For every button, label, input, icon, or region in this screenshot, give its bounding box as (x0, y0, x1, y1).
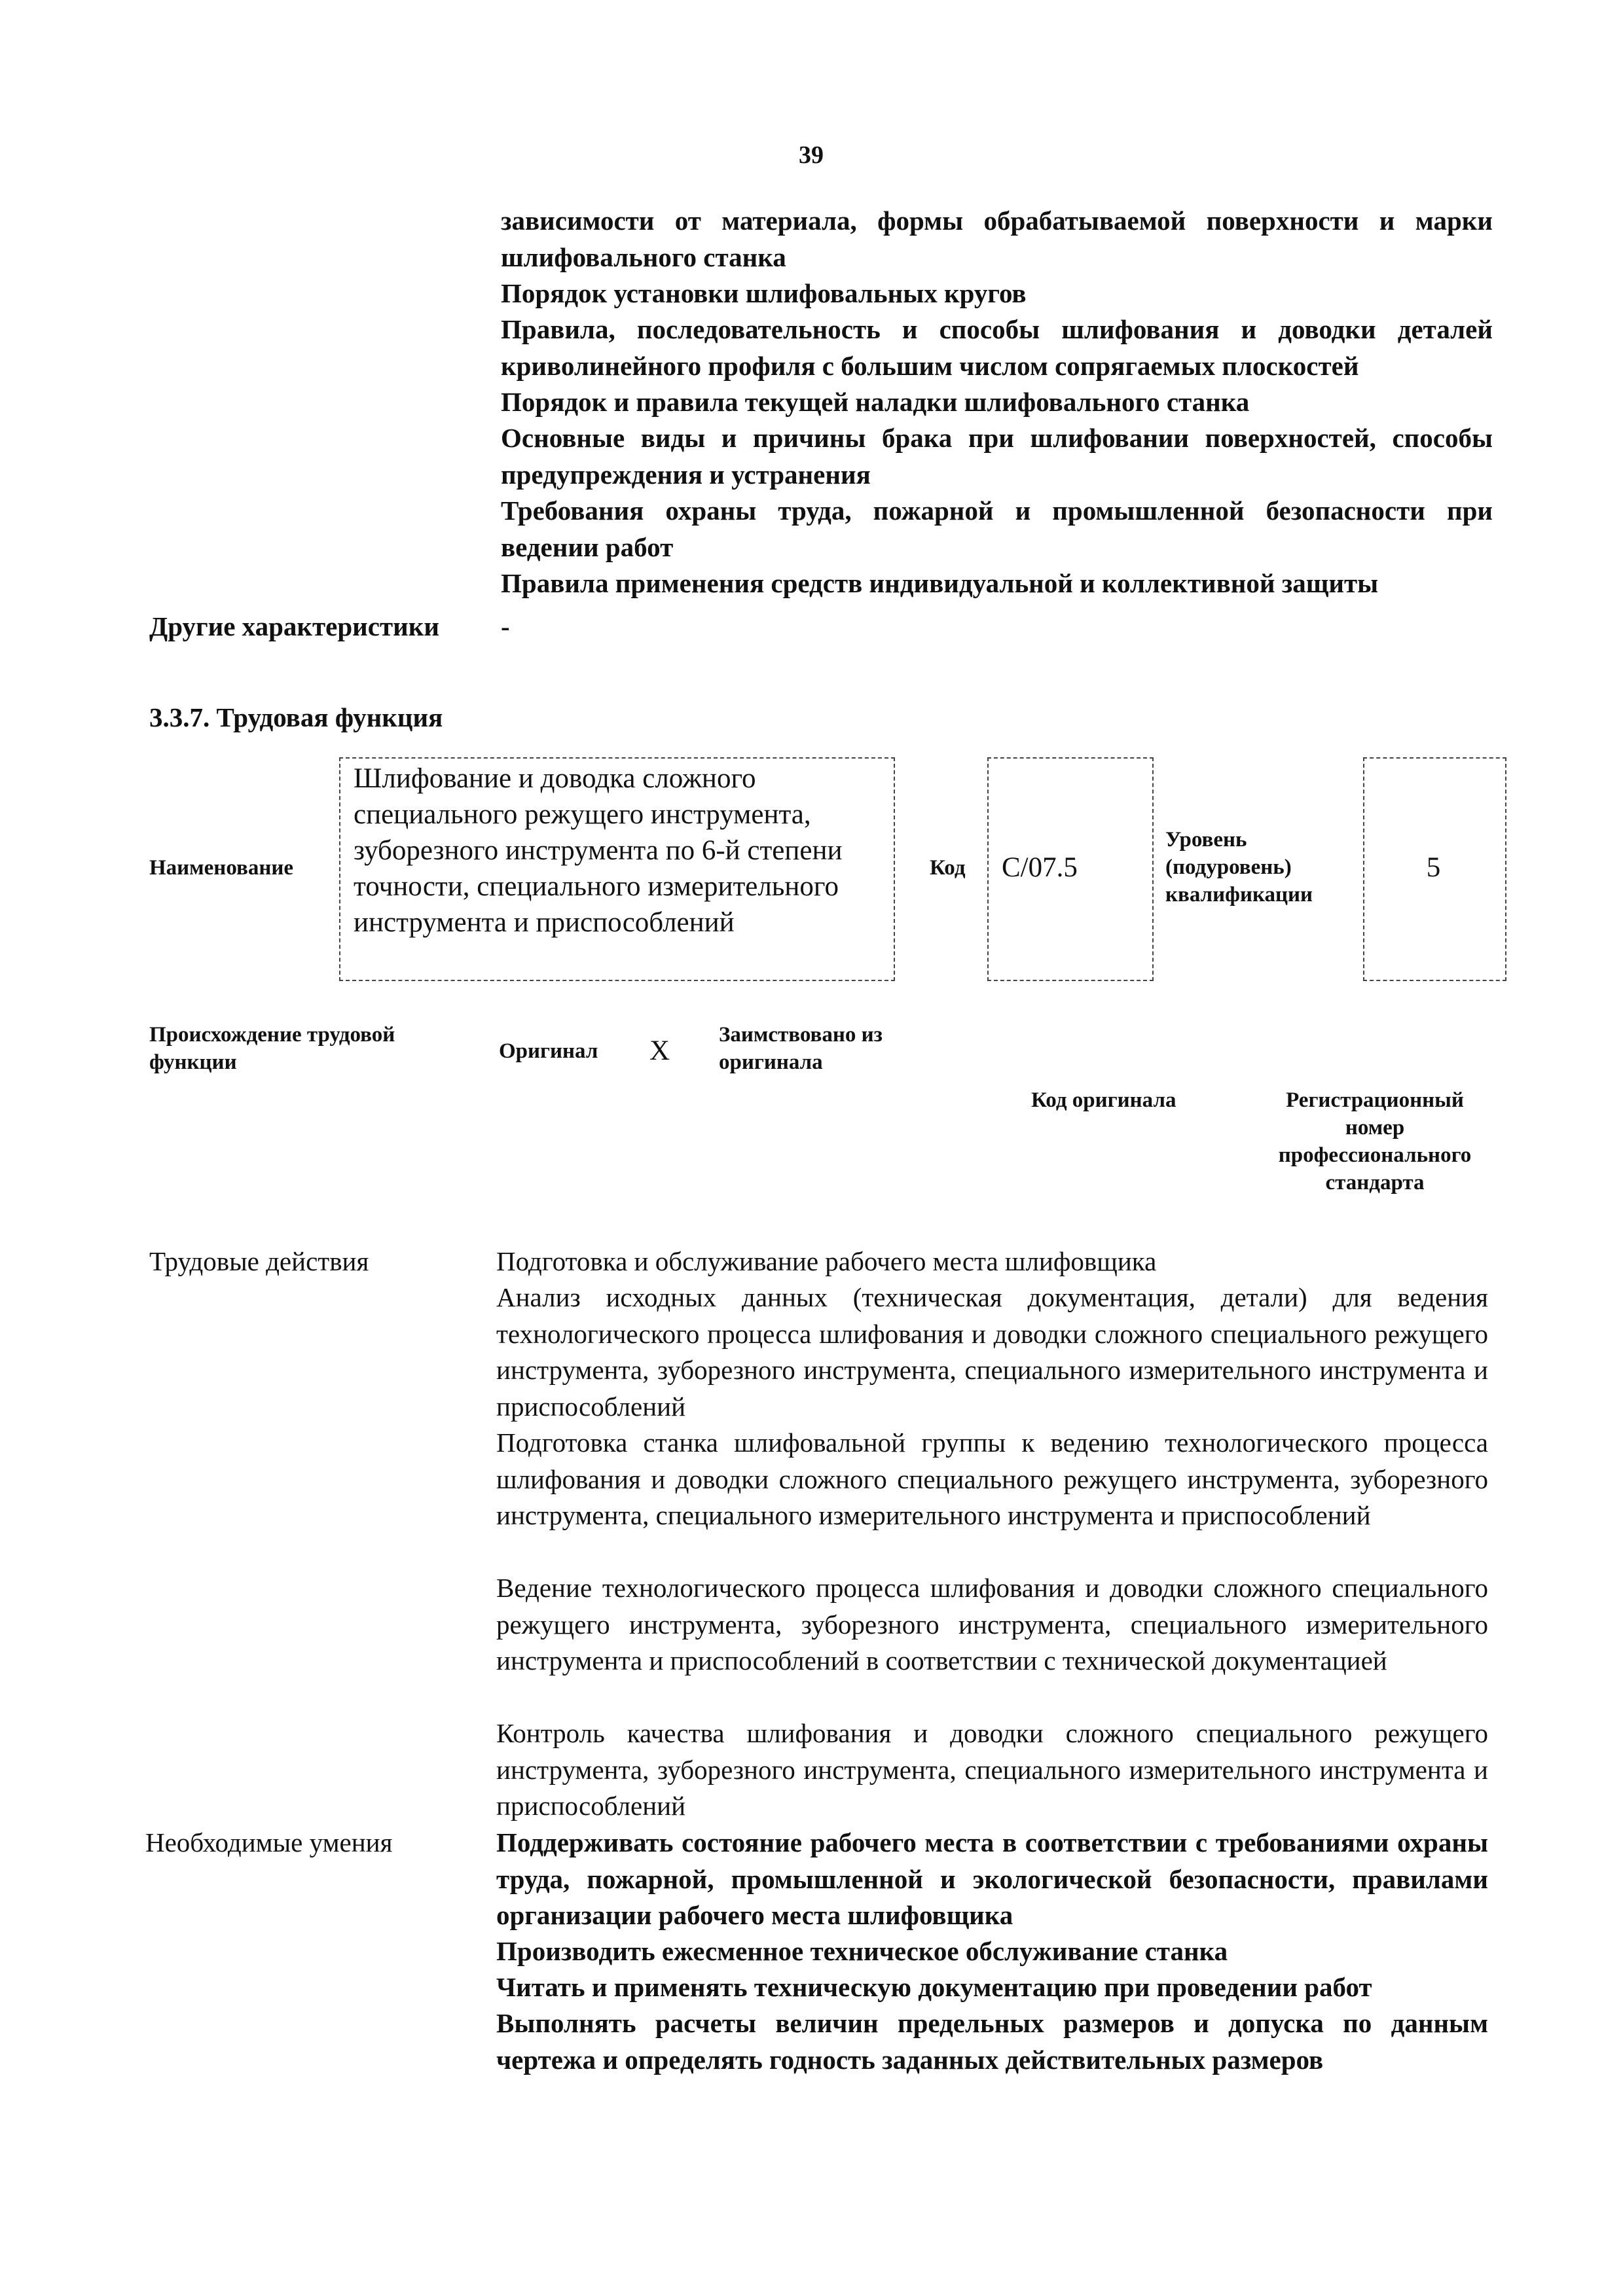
code-value: С/07.5 (1002, 852, 1078, 883)
knowledge-item: Правила применения средств индивидуальной и коллективной защиты (501, 568, 1379, 598)
labor-action-item: Подготовка и обслуживание рабочего места шлифовщика (496, 1246, 1157, 1276)
skill-item: Читать и применять техническую документацию при проведении работ (496, 1972, 1372, 2002)
code-label: Код (930, 856, 966, 880)
original-mark: X (649, 1035, 670, 1066)
original-label: Оригинал (499, 1039, 598, 1063)
labor-actions-label: Трудовые действия (149, 1246, 369, 1276)
section-title: 3.3.7. Трудовая функция (149, 702, 443, 732)
required-skills-label: Необходимые умения (145, 1827, 393, 1857)
level-value: 5 (1426, 852, 1441, 883)
origin-label: Происхождение трудовой функции (149, 1023, 395, 1074)
skill-item: Поддерживать состояние рабочего места в соответствии с требованиями охраны труда, пожарной, промышленной и экологической безопасности, правилами организации рабочего места шлифовщика (496, 1827, 1488, 1930)
skill-item: Производить ежесменное техническое обслуживание станка (496, 1936, 1228, 1966)
other-characteristics-label: Другие характеристики (149, 611, 440, 641)
labor-action-item: Подготовка станка шлифовальной группы к ведению технологического процесса шлифования и доводки сложного специального режущего инструмента, зуборезного инструмента, специального измерительного инструмента и приспособлений (496, 1427, 1488, 1530)
knowledge-item: Основные виды и причины брака при шлифовании поверхностей, способы предупреждения и устранения (501, 423, 1493, 490)
labor-action-item: Анализ исходных данных (техническая документация, детали) для ведения технологического процесса шлифования и доводки сложного специального режущего инструмента, зуборезного инструмента, специального измерительного инструмента и приспособлений (496, 1282, 1488, 1422)
knowledge-item: Порядок и правила текущей наладки шлифовального станка (501, 387, 1250, 417)
knowledge-item: Правила, последовательность и способы шлифования и доводки деталей криволинейного профиля с большим числом сопрягаемых плоскостей (501, 314, 1493, 381)
name-value: Шлифование и доводка сложного специального режущего инструмента, зуборезного инструмента по 6-й степени точности, специального измерительного инструмента и приспособлений (354, 763, 843, 938)
knowledge-item: Порядок установки шлифовальных кругов (501, 278, 1027, 308)
knowledge-item: Требования охраны труда, пожарной и промышленной безопасности при ведении работ (501, 495, 1493, 562)
name-label: Наименование (149, 856, 293, 880)
level-label: Уровень (подуровень) квалификации (1165, 828, 1313, 906)
labor-action-item: Ведение технологического процесса шлифования и доводки сложного специального режущего инструмента, зуборезного инструмента, специального измерительного инструмента и приспособлений в соответствии с технической документацией (496, 1573, 1488, 1676)
borrowed-label: Заимствовано из оригинала (719, 1023, 883, 1074)
page-number: 39 (799, 141, 824, 169)
other-characteristics-value: - (501, 611, 510, 641)
code-original-label: Код оригинала (1031, 1088, 1176, 1112)
reg-number-label: Регистрационный номер профессионального стандарта (1278, 1088, 1472, 1194)
skill-item: Выполнять расчеты величин предельных размеров и допуска по данным чертежа и определять годность заданных действительных размеров (496, 2008, 1488, 2075)
labor-action-item: Контроль качества шлифования и доводки сложного специального режущего инструмента, зуборезного инструмента, специального измерительного инструмента и приспособлений (496, 1718, 1488, 1821)
knowledge-item: зависимости от материала, формы обрабатываемой поверхности и марки шлифовального станка (501, 206, 1493, 272)
